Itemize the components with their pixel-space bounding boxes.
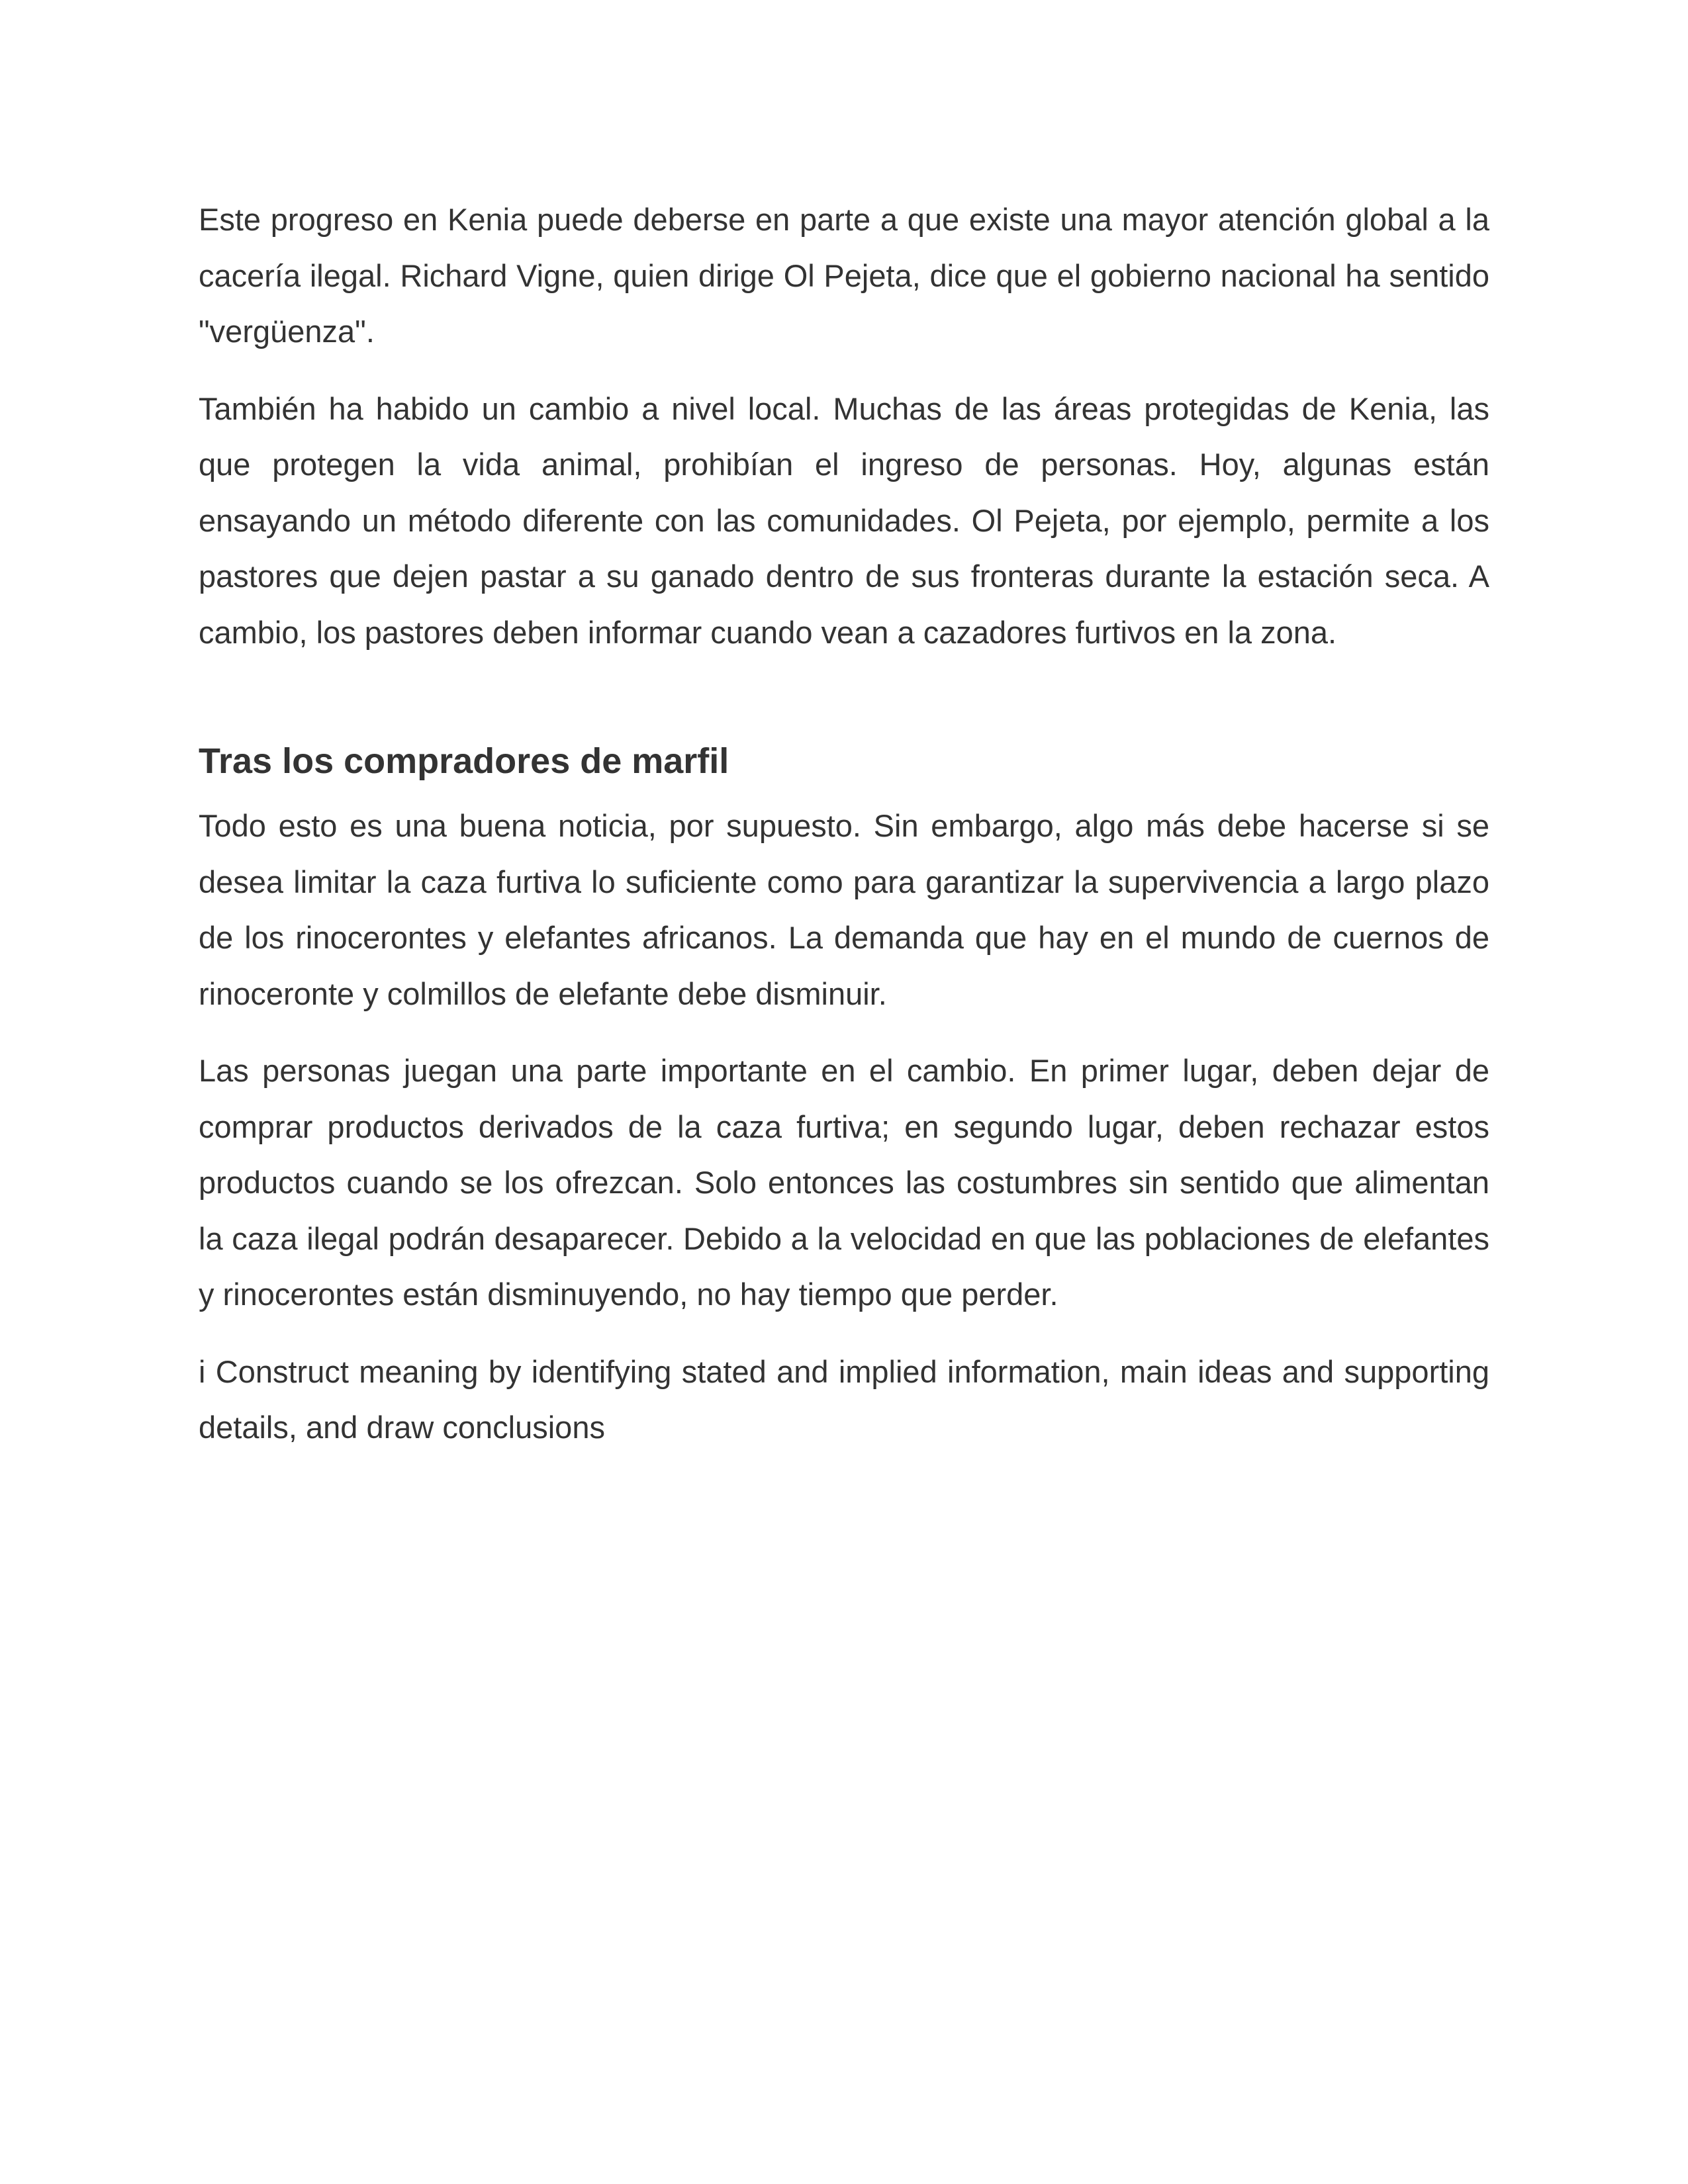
document-body [199,192,1489,1477]
section-heading: Tras los compradores de marfil [199,741,729,781]
standard-note: i Construct meaning by identifying stated and implied information, main ideas and supporting details, and draw conclusions [199,1353,1489,1445]
paragraph-demand: Todo esto es una buena noticia, por supuesto. Sin embargo, algo más debe hacerse si se desea limitar la caza furtiva lo suficiente como para garantizar la supervivencia a largo plazo de los rinocerontes y elefantes africanos. La demanda que hay en el mundo de cuernos de rinoceronte y colmillos de elefante debe disminuir. [199,808,1489,1011]
paragraph-people-role: Las personas juegan una parte importante en el cambio. En primer lugar, deben dejar de comprar productos derivados de la caza furtiva; en segundo lugar, deben rechazar estos productos cuando se los ofrezcan. Solo entonces las costumbres sin sentido que alimentan la caza ilegal podrán desaparecer. Debido a la velocidad en que las poblaciones de elefantes y rinocerontes están disminuyendo, no hay tiempo que perder. [199,1053,1489,1312]
paragraph-local-change: También ha habido un cambio a nivel local. Muchas de las áreas protegidas de Kenia, las que protegen la vida animal, prohibían el ingreso de personas. Hoy, algunas están ensayando un método diferente con las comunidades. Ol Pejeta, por ejemplo, permite a los pastores que dejen pastar a su ganado dentro de sus fronteras durante la estación seca. A cambio, los pastores deben informar cuando vean a cazadores furtivos en la zona. [199,390,1489,650]
paragraph-kenya-progress: Este progreso en Kenia puede deberse en parte a que existe una mayor atención global a la cacería ilegal. Richard Vigne, quien dirige Ol Pejeta, dice que el gobierno nacional ha sentido "vergüenza". [199,202,1489,349]
